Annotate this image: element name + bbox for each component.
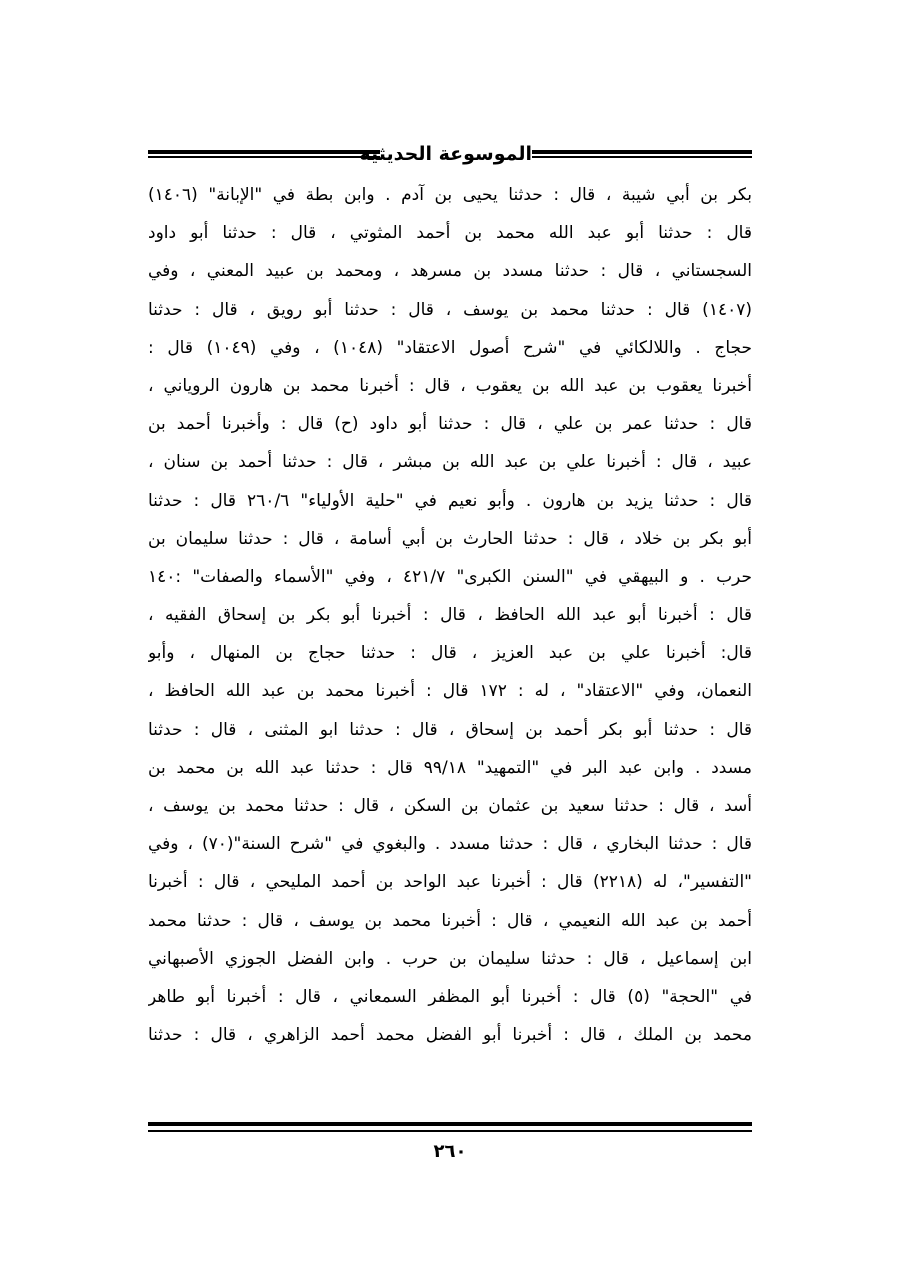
text-line: حجاج . واللالكائي في "شرح أصول الاعتقاد" (١٠٤٨) ، وفي (١٠٤٩) قال :: [148, 337, 752, 358]
text-line: أخبرنا يعقوب بن عبد الله بن يعقوب ، قال : أخبرنا محمد بن هارون الروياني ،: [148, 375, 752, 396]
text-line: النعمان، وفي "الاعتقاد" ، له : ١٧٢ قال : أخبرنا محمد بن عبد الله الحافظ ،: [148, 681, 752, 702]
text-line: حرب . و البيهقي في "السنن الكبرى" ٤٢١/٧ ، وفي "الأسماء والصفات" :١٤٠: [148, 566, 752, 587]
text-line: مسدد . وابن عبد البر في "التمهيد" ٩٩/١٨ قال : حدثنا عبد الله بن محمد بن: [148, 757, 752, 778]
text-line: قال : حدثنا البخاري ، قال : حدثنا مسدد . والبغوي في "شرح السنة"(٧٠) ، وفي: [148, 834, 752, 855]
text-line: ابن إسماعيل ، قال : حدثنا سليمان بن حرب . وابن الفضل الجوزي الأصبهاني: [148, 948, 752, 969]
text-line: أحمد بن عبد الله النعيمي ، قال : أخبرنا محمد بن يوسف ، قال : حدثنا محمد: [148, 910, 752, 931]
header-title: الموسوعة الحديثية: [359, 143, 532, 165]
text-line: قال : أخبرنا أبو عبد الله الحافظ ، قال : أخبرنا أبو بكر بن إسحاق الفقيه ،: [148, 605, 752, 626]
footer-rule-thick: [148, 1122, 752, 1126]
text-line: بكر بن أبي شيبة ، قال : حدثنا يحيى بن آدم . وابن بطة في "الإبانة" (١٤٠٦): [148, 185, 752, 205]
header-rule-right: [532, 150, 752, 154]
text-line: قال : حدثنا أبو بكر أحمد بن إسحاق ، قال : حدثنا ابو المثنى ، قال : حدثنا: [148, 719, 752, 740]
header-rule-right-thin: [532, 156, 752, 158]
text-line: قال: أخبرنا علي بن عبد العزيز ، قال : حدثنا حجاج بن المنهال ، وأبو: [148, 643, 752, 664]
text-line: السجستاني ، قال : حدثنا مسدد بن مسرهد ، ومحمد بن عبيد المعني ، وفي: [148, 261, 752, 282]
text-line: في "الحجة" (٥) قال : أخبرنا أبو المظفر السمعاني ، قال : أخبرنا أبو طاهر: [148, 986, 752, 1007]
text-line: (١٤٠٧) قال : حدثنا محمد بن يوسف ، قال : حدثنا أبو رويق ، قال : حدثنا: [148, 299, 752, 320]
header-rule-left-thin: [148, 156, 380, 158]
body-text: [148, 176, 752, 1054]
page-number: ٢٦٠: [433, 1141, 467, 1162]
text-line: قال : حدثنا يزيد بن هارون . وأبو نعيم في "حلية الأولياء" ٢٦٠/٦ قال : حدثنا: [148, 490, 752, 511]
footer-rule-thin: [148, 1130, 752, 1132]
text-line: عبيد ، قال : أخبرنا علي بن عبد الله بن مبشر ، قال : حدثنا أحمد بن سنان ،: [148, 452, 752, 473]
text-line: قال : حدثنا عمر بن علي ، قال : حدثنا أبو داود (ح) قال : وأخبرنا أحمد بن: [148, 414, 752, 435]
running-header: [148, 140, 752, 176]
text-line: قال : حدثنا أبو عبد الله محمد بن أحمد المثوتي ، قال : حدثنا أبو داود: [148, 223, 752, 244]
text-line: أسد ، قال : حدثنا سعيد بن عثمان بن السكن ، قال : حدثنا محمد بن يوسف ،: [148, 796, 752, 816]
text-line: محمد بن الملك ، قال : أخبرنا أبو الفضل محمد أحمد الزاهري ، قال : حدثنا: [148, 1025, 752, 1046]
text-line: أبو بكر بن خلاد ، قال : حدثنا الحارث بن أبي أسامة ، قال : حدثنا سليمان بن: [148, 528, 752, 549]
text-line: "التفسير"، له (٢٢١٨) قال : أخبرنا عبد الواحد بن أحمد المليحي ، قال : أخبرنا: [148, 872, 752, 893]
header-rule-left: [148, 150, 380, 154]
